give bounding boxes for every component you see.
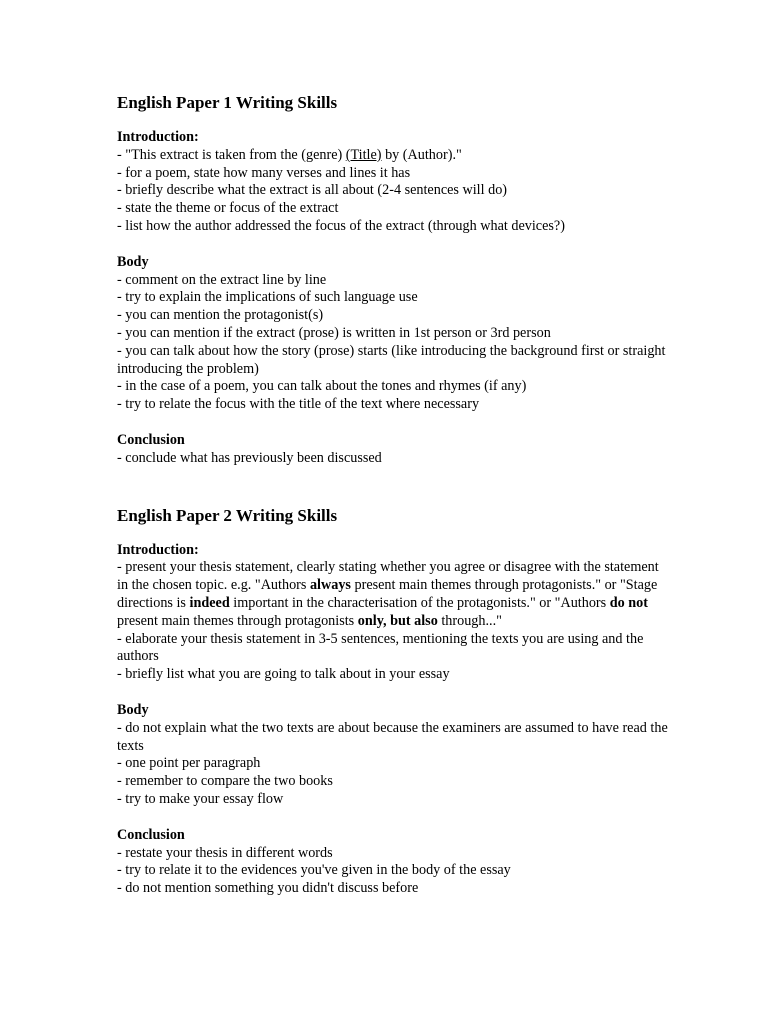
paper1-introduction-heading: Introduction: bbox=[117, 129, 199, 145]
paper2-body-line: - one point per paragraph bbox=[117, 755, 261, 772]
paper1-body-line: - comment on the extract line by line bbox=[117, 271, 327, 288]
paper1-intro-line bbox=[117, 147, 668, 165]
paper1-conclusion-line: - conclude what has previously been discussed bbox=[117, 449, 382, 466]
paper2-body-line: - try to make your essay flow bbox=[117, 790, 284, 807]
paper1-body-line: - you can talk about how the story (prose) starts (like introducing the background first or straight introducing the problem) bbox=[117, 342, 666, 377]
thesis-bold-word: always bbox=[309, 577, 351, 594]
paper1-intro-line: - briefly describe what the extract is all about (2-4 sentences will do) bbox=[117, 182, 508, 199]
paper1-intro-line: - state the theme or focus of the extract bbox=[117, 200, 339, 217]
paper2-introduction-heading: Introduction: bbox=[117, 541, 199, 558]
thesis-text: - present your thesis statement, clearly stating whether you agree or disagree with the statement in the chosen topic. e.g. "Authors bbox=[117, 559, 659, 594]
paper1-body-heading: Body bbox=[117, 253, 149, 270]
paper2-conclusion-heading: Conclusion bbox=[117, 826, 185, 843]
paper1-body-line: - you can mention if the extract (prose) is written in 1st person or 3rd person bbox=[117, 324, 551, 341]
paper1-body-line: - try to explain the implications of such language use bbox=[117, 289, 418, 306]
paper1-body-line: - in the case of a poem, you can talk about the tones and rhymes (if any) bbox=[117, 378, 527, 395]
thesis-bold-word: indeed bbox=[189, 594, 230, 611]
paper1-intro-line: - for a poem, state how many verses and lines it has bbox=[117, 164, 411, 181]
paper1-body-line: - you can mention the protagonist(s) bbox=[117, 307, 324, 324]
paper2-body-line: - remember to compare the two books bbox=[117, 773, 333, 790]
paper2-title: English Paper 2 Writing Skills bbox=[117, 505, 338, 525]
thesis-text: present main themes through protagonists bbox=[117, 612, 358, 629]
thesis-bold-word: only, but also bbox=[357, 612, 438, 629]
thesis-text: through..." bbox=[437, 612, 502, 629]
paper2-conclusion-line: - restate your thesis in different words bbox=[117, 844, 333, 861]
title-placeholder-link[interactable]: (Title) bbox=[345, 146, 382, 163]
paper1-intro-line-text-a: - "This extract is taken from the (genre) bbox=[117, 146, 346, 163]
paper1-title: English Paper 1 Writing Skills bbox=[117, 93, 338, 112]
paper2-intro-line: - elaborate your thesis statement in 3-5 sentences, mentioning the texts you are using and the authors bbox=[117, 630, 644, 665]
paper1-body bbox=[117, 254, 668, 414]
section-divider bbox=[117, 486, 668, 506]
paper1-intro-line: - list how the author addressed the focus of the extract (through what devices?) bbox=[117, 217, 565, 234]
paper2-thesis-line bbox=[117, 559, 668, 630]
paper2-conclusion bbox=[117, 827, 668, 898]
paper1-intro-line-text-b: by (Author)." bbox=[381, 146, 462, 163]
thesis-text: important in the characterisation of the protagonists." or "Authors bbox=[229, 594, 610, 611]
paper1-conclusion bbox=[117, 432, 668, 468]
paper2-conclusion-line: - do not mention something you didn't discuss before bbox=[117, 880, 419, 897]
paper2-body-heading: Body bbox=[117, 701, 149, 718]
paper2-conclusion-line: - try to relate it to the evidences you've given in the body of the essay bbox=[117, 862, 511, 879]
paper2-introduction bbox=[117, 542, 668, 684]
paper1-conclusion-heading: Conclusion bbox=[117, 431, 185, 448]
paper2-body-line: - do not explain what the two texts are about because the examiners are assumed to have read the texts bbox=[117, 719, 668, 754]
paper1-body-line: - try to relate the focus with the title of the text where necessary bbox=[117, 396, 480, 413]
paper2-body bbox=[117, 702, 668, 809]
paper1-introduction bbox=[117, 129, 668, 236]
paper2-intro-line: - briefly list what you are going to talk about in your essay bbox=[117, 666, 450, 683]
thesis-text: present main themes through protagonists." or "Stage directions is bbox=[117, 577, 658, 611]
thesis-bold-word: do not bbox=[609, 594, 648, 611]
